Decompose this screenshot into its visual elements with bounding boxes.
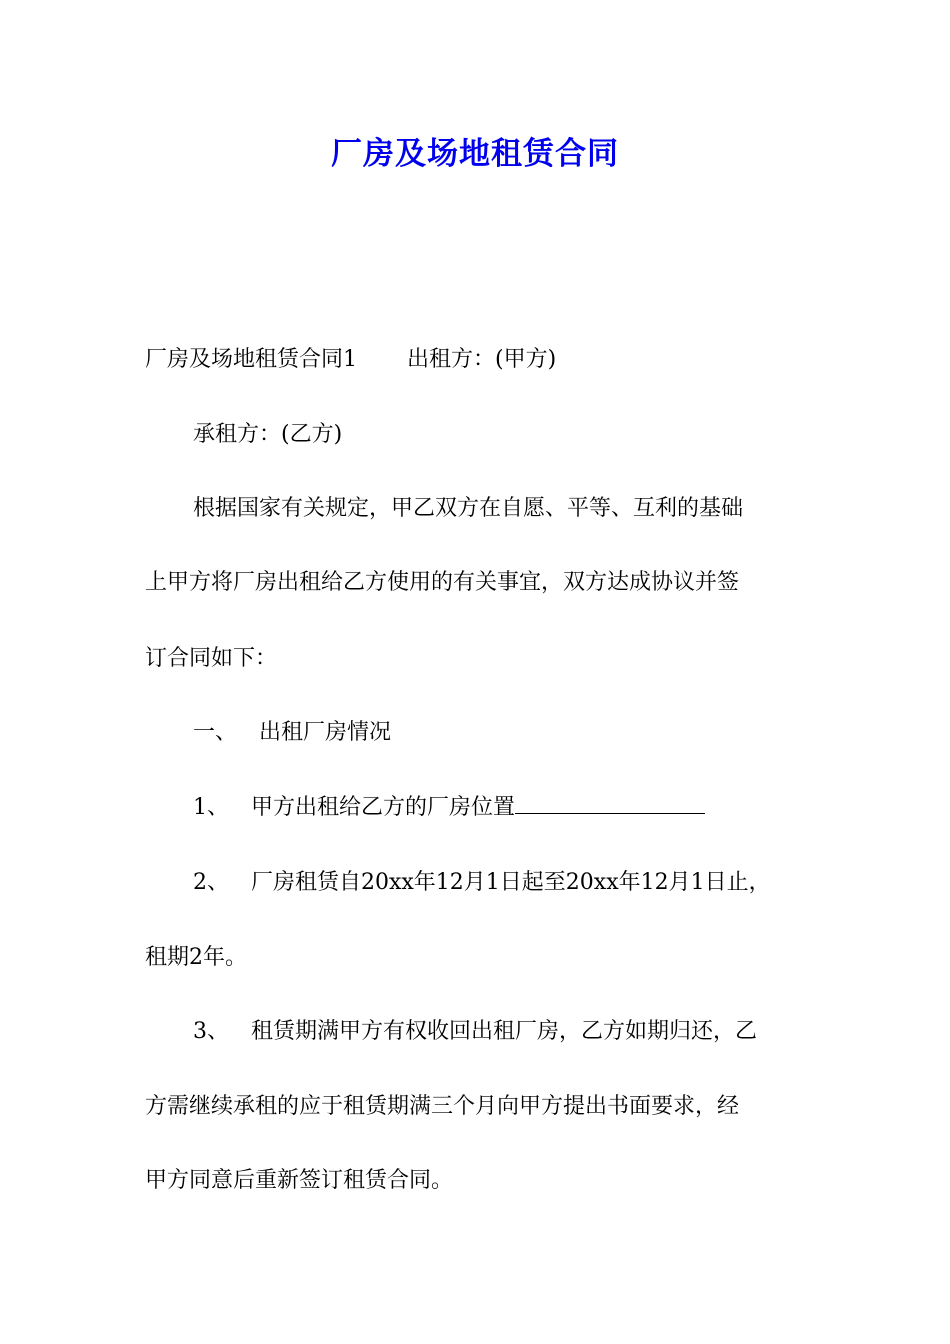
clause-3-line-2: 方需继续承租的应于租赁期满三个月向甲方提出书面要求，经 [145, 1094, 740, 1119]
lessor-label: 出租方：(甲方) [407, 347, 557, 372]
clause-1 [193, 793, 705, 823]
section-title: 出租厂房情况 [259, 720, 392, 745]
clause-number: 1、 [193, 795, 229, 820]
location-blank-line [515, 793, 705, 814]
clause-text: 租赁期满甲方有权收回出租厂房，乙方如期归还，乙 [251, 1019, 758, 1044]
intro-paragraph-line-3: 订合同如下： [145, 646, 278, 671]
section-number: 一、 [193, 720, 238, 745]
clause-3-line-1 [193, 1017, 757, 1047]
contract-number-label: 厂房及场地租赁合同1 [145, 347, 357, 372]
lessee-label: 承租方：(乙方) [193, 422, 343, 447]
clause-text: 甲方出租给乙方的厂房位置 [251, 795, 516, 820]
intro-paragraph-line-1: 根据国家有关规定，甲乙双方在自愿、平等、互利的基础 [193, 496, 744, 521]
clause-number: 3、 [193, 1019, 229, 1044]
contract-heading-line [145, 345, 556, 375]
intro-paragraph-line-2: 上甲方将厂房出租给乙方使用的有关事宜，双方达成协议并签 [145, 570, 740, 595]
clause-number: 2、 [193, 870, 229, 895]
clause-2-line-1 [193, 868, 771, 898]
clause-3-line-3: 甲方同意后重新签订租赁合同。 [145, 1168, 454, 1193]
clause-2-line-2: 租期2年。 [145, 945, 247, 970]
section-heading-1 [193, 718, 391, 748]
clause-text: 厂房租赁自20xx年12月1日起至20xx年12月1日止， [251, 870, 771, 895]
document-title: 厂房及场地租赁合同 [331, 136, 619, 172]
